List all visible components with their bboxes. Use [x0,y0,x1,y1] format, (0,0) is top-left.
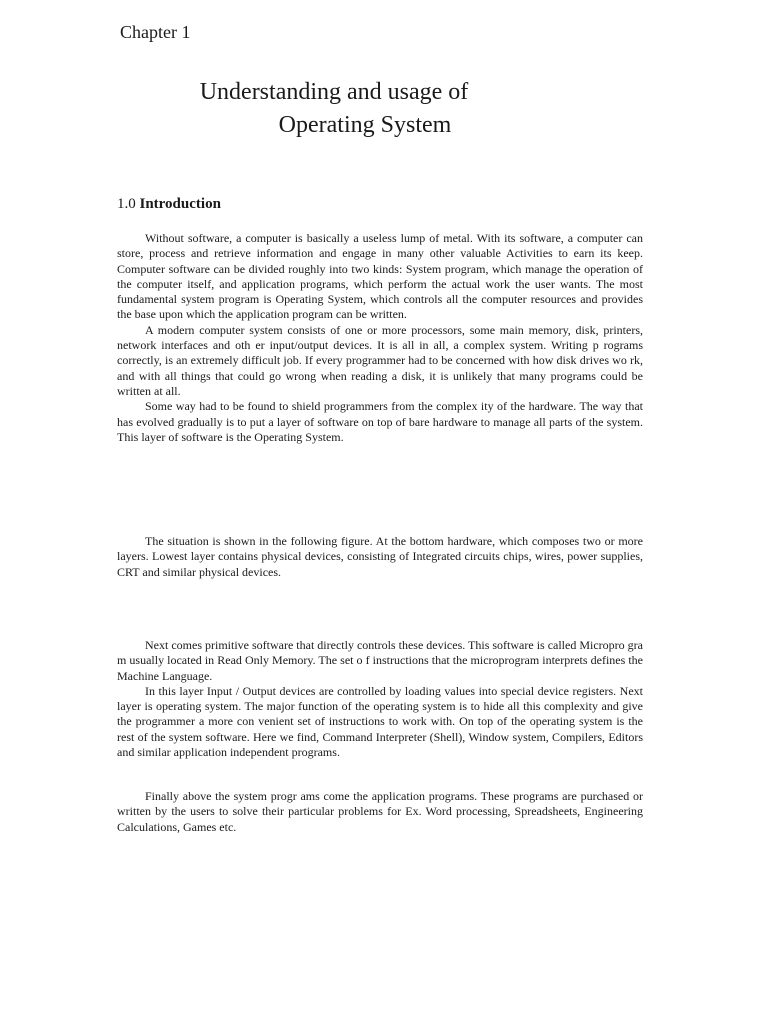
figure-text-block [117,534,643,580]
paragraph-figure-situation: The situation is shown in the following figure. At the bottom hardware, which composes two or more layers. Lowest layer contains physical devices, consisting of Integrated circuits chips, wires, power supplies, CRT and similar physical devices. [117,534,643,579]
applications-text-block [117,789,643,835]
section-number: 1.0 [117,196,136,212]
section-title: Introduction [139,196,221,212]
layers-text-block [117,638,643,760]
paragraph-modern-system: A modern computer system consists of one or more processors, some main memory, disk, printers, network interfaces and oth er input/output devices. It is all in all, a complex system. Writing p rograms correctly, is an extremely difficult job. If every programmer had to be concerned with how disk drives wo rk, and with all things that could go wrong when reading a disk, it is unlikely that many programs could be written at all. [117,322,643,398]
paragraph-shield-programmers: Some way had to be found to shield programmers from the complex ity of the hardware. The way that has evolved gradually is to put a layer of software on top of bare hardware to manage all parts of the system. This layer of software is the Operating System. [117,399,643,444]
paragraph-application-programs: Finally above the system progr ams come the application programs. These programs are purchased or written by the users to solve their particular problems for Ex. Word processing, Spreadsheets, Engineering Calculations, Games etc. [117,789,643,834]
paragraph-microprogram: Next comes primitive software that directly controls these devices. This software is called Micropro gra m usually located in Read Only Memory. The set o f instructions that the microprogram interprets defines the Machine Language. [117,638,643,683]
intro-text-block [117,231,643,445]
paragraph-software-role: Without software, a computer is basically a useless lump of metal. With its software, a computer can store, process and retrieve information and engage in many other valuable Activities to earn its keep. Computer software can be divided roughly into two kinds: System program, which manage the operation of the computer itself, and application programs, which perform the actual work the user wants. The most fundamental system program is Operating System, which controls all the computer resources and provides the base upon which the application program can be written. [117,231,643,322]
title-line-1: Understanding and usage of [199,79,469,105]
title-line-2: Operating System [278,112,452,138]
chapter-label: Chapter 1 [120,22,191,42]
paragraph-operating-system-layer: In this layer Input / Output devices are controlled by loading values into special device registers. Next layer is operating system. The major function of the operating system is to hide all this complexity and give the programmer a more con venient set of instructions to work with. On top of the operating system is the rest of the system software. Here we find, Command Interpreter (Shell), Window system, Compilers, Editors and similar application independent programs. [117,683,643,760]
document-title [150,76,580,142]
section-heading [117,196,221,213]
